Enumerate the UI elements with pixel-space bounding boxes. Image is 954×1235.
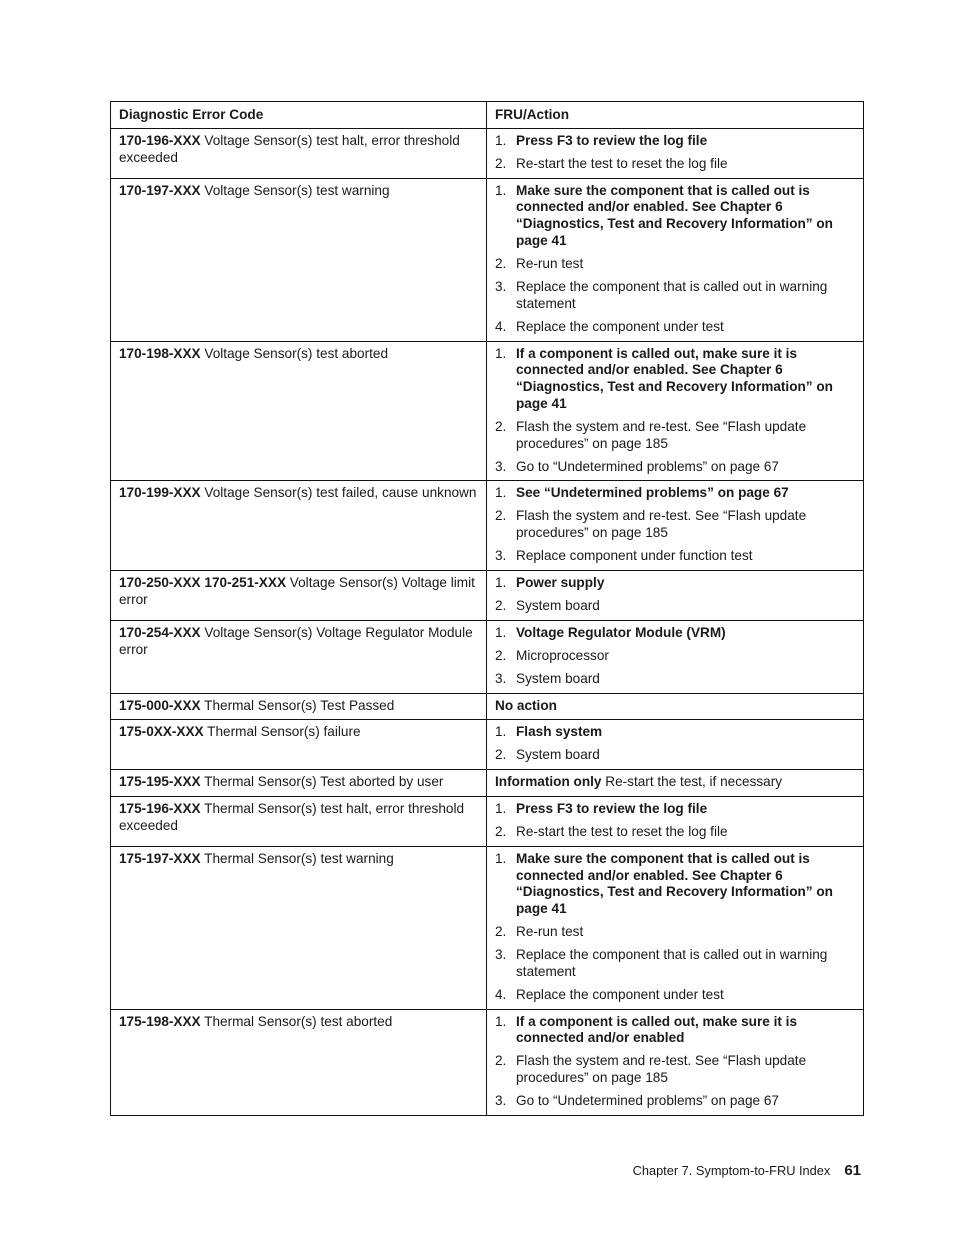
fru-action-cell <box>487 620 864 693</box>
action-number: 4. <box>495 318 507 334</box>
action-number: 3. <box>495 548 507 564</box>
error-description: Voltage Sensor(s) test halt, error threshold exceeded <box>119 132 464 165</box>
error-description: Thermal Sensor(s) test aborted <box>200 1013 393 1029</box>
error-code-cell <box>111 620 487 693</box>
action-text: Press F3 to review the log file <box>516 132 708 148</box>
action-text: Re-start the test, if necessary <box>601 774 783 790</box>
action-text: Flash the system and re-test. See “Flash update procedures” on page 185 <box>516 1053 807 1086</box>
action-number: 3. <box>495 947 507 963</box>
action-list <box>495 1014 855 1110</box>
error-code: 175-0XX-XXX <box>119 724 204 740</box>
action-number: 1. <box>495 800 507 816</box>
action-item <box>495 987 855 1004</box>
column-header-action: FRU/Action <box>487 102 864 129</box>
action-item <box>495 319 855 336</box>
action-number: 2. <box>495 598 507 614</box>
action-item <box>495 1093 855 1110</box>
fru-action-cell <box>487 1009 864 1115</box>
error-code: 170-250-XXX 170-251-XXX <box>119 575 287 591</box>
action-list <box>495 133 855 173</box>
error-code-cell <box>111 1009 487 1115</box>
action-text: Re-start the test to reset the log file <box>516 823 728 839</box>
error-code: 175-198-XXX <box>119 1013 201 1029</box>
action-number: 1. <box>495 345 507 361</box>
table-row <box>111 128 864 178</box>
error-code-cell <box>111 846 487 1009</box>
action-text: Press F3 to review the log file <box>516 800 708 816</box>
table-row <box>111 341 864 481</box>
action-text: If a component is called out, make sure it is connected and/or enabled <box>516 1013 798 1046</box>
table-row <box>111 770 864 797</box>
error-code: 175-000-XXX <box>119 697 201 713</box>
action-text: System board <box>516 670 600 686</box>
action-number: 1. <box>495 724 507 740</box>
action-item <box>495 824 855 841</box>
diagnostic-error-table <box>110 101 864 1116</box>
action-item <box>495 419 855 453</box>
table-row <box>111 720 864 770</box>
action-text: Replace the component that is called out in warning statement <box>516 947 828 979</box>
error-code-cell <box>111 128 487 178</box>
error-code-cell <box>111 693 487 720</box>
action-list <box>495 801 855 841</box>
action-number: 2. <box>495 924 507 940</box>
action-number: 2. <box>495 647 507 663</box>
action-item <box>495 156 855 173</box>
action-item <box>495 598 855 615</box>
error-description: Thermal Sensor(s) failure <box>203 724 361 740</box>
action-number: 2. <box>495 418 507 434</box>
action-item <box>495 485 855 502</box>
action-item <box>495 648 855 665</box>
action-number: 1. <box>495 575 507 591</box>
error-code-cell <box>111 796 487 846</box>
action-item <box>495 851 855 918</box>
error-description: Thermal Sensor(s) Test Passed <box>200 697 395 713</box>
action-item <box>495 801 855 818</box>
table-row <box>111 693 864 720</box>
action-text: If a component is called out, make sure it is connected and/or enabled. See Chapter 6 “Diagnostics, Test and Recovery Information” on page 41 <box>516 345 833 411</box>
error-code-cell <box>111 481 487 571</box>
error-code: 170-198-XXX <box>119 345 201 361</box>
action-text: Re-start the test to reset the log file <box>516 155 728 171</box>
action-text: Re-run test <box>516 924 584 940</box>
fru-action-cell <box>487 693 864 720</box>
error-description: Thermal Sensor(s) Test aborted by user <box>200 774 444 790</box>
error-code-cell <box>111 720 487 770</box>
error-description: Voltage Sensor(s) test warning <box>200 182 390 198</box>
error-code-cell <box>111 341 487 481</box>
action-item <box>495 1053 855 1087</box>
action-text: System board <box>516 747 600 763</box>
action-text: Power supply <box>516 575 605 591</box>
action-list <box>495 724 855 764</box>
error-code: 175-196-XXX <box>119 800 201 816</box>
fru-action-cell <box>487 846 864 1009</box>
fru-action-cell <box>487 796 864 846</box>
action-number: 1. <box>495 132 507 148</box>
error-description: Voltage Sensor(s) Voltage Regulator Module error <box>119 624 477 657</box>
action-text: Make sure the component that is called out is connected and/or enabled. See Chapter 6 “Diagnostics, Test and Recovery Information” on page 41 <box>516 850 833 917</box>
action-item <box>495 625 855 642</box>
error-description: Voltage Sensor(s) Voltage limit error <box>119 575 479 607</box>
column-header-code: Diagnostic Error Code <box>111 102 487 129</box>
fru-action-cell <box>487 128 864 178</box>
action-item <box>495 575 855 592</box>
action-label: No action <box>495 697 557 713</box>
action-text: Flash the system and re-test. See “Flash update procedures” on page 185 <box>516 508 807 541</box>
table-row <box>111 481 864 571</box>
action-text: Voltage Regulator Module (VRM) <box>516 624 726 640</box>
action-item <box>495 724 855 741</box>
action-text: System board <box>516 598 600 614</box>
table-row <box>111 846 864 1009</box>
action-text: Replace the component under test <box>516 318 724 334</box>
action-number: 2. <box>495 255 507 271</box>
action-item <box>495 346 855 413</box>
error-code: 170-199-XXX <box>119 485 201 501</box>
action-text: Replace the component under test <box>516 986 724 1002</box>
action-list <box>495 575 855 615</box>
table-row <box>111 796 864 846</box>
fru-action-cell <box>487 720 864 770</box>
fru-action-cell <box>487 178 864 341</box>
error-description: Thermal Sensor(s) test warning <box>200 850 394 866</box>
action-list <box>495 485 855 565</box>
error-code: 175-195-XXX <box>119 774 201 790</box>
action-item <box>495 947 855 981</box>
table-body <box>111 128 864 1115</box>
action-item <box>495 183 855 250</box>
fru-action-cell <box>487 770 864 797</box>
action-text: Flash the system and re-test. See “Flash update procedures” on page 185 <box>516 418 807 451</box>
action-item <box>495 1014 855 1048</box>
action-list <box>495 851 855 1004</box>
error-description: Voltage Sensor(s) test failed, cause unknown <box>200 485 477 501</box>
fru-action-cell <box>487 571 864 621</box>
fru-action-cell <box>487 341 864 481</box>
action-item <box>495 508 855 542</box>
action-number: 1. <box>495 850 507 866</box>
error-code-cell <box>111 571 487 621</box>
action-number: 3. <box>495 458 507 474</box>
action-list <box>495 625 855 688</box>
action-number: 3. <box>495 278 507 294</box>
page-number: 61 <box>844 1162 861 1179</box>
action-number: 2. <box>495 508 507 524</box>
error-code-cell <box>111 770 487 797</box>
action-text: Go to “Undetermined problems” on page 67 <box>516 458 779 474</box>
error-code: 175-197-XXX <box>119 850 201 866</box>
table-row <box>111 178 864 341</box>
page-footer <box>633 1163 861 1180</box>
table-row <box>111 620 864 693</box>
action-list <box>495 346 855 476</box>
action-number: 1. <box>495 1013 507 1029</box>
action-text: Replace the component that is called out in warning statement <box>516 278 828 311</box>
error-code: 170-196-XXX <box>119 132 201 148</box>
action-number: 1. <box>495 485 507 501</box>
action-number: 3. <box>495 1093 507 1109</box>
error-code: 170-197-XXX <box>119 182 201 198</box>
action-item <box>495 133 855 150</box>
action-text: Make sure the component that is called out is connected and/or enabled. See Chapter 6 “Diagnostics, Test and Recovery Information” on page 41 <box>516 182 833 248</box>
action-item <box>495 924 855 941</box>
action-number: 2. <box>495 155 507 171</box>
error-code: 170-254-XXX <box>119 624 201 640</box>
action-number: 2. <box>495 747 507 763</box>
action-text: Flash system <box>516 724 603 740</box>
table-row <box>111 571 864 621</box>
error-code-cell <box>111 178 487 341</box>
action-number: 2. <box>495 823 507 839</box>
action-number: 1. <box>495 182 507 198</box>
action-text: Microprocessor <box>516 647 609 663</box>
action-text: Re-run test <box>516 255 584 271</box>
table-header-row <box>111 102 864 129</box>
action-number: 1. <box>495 624 507 640</box>
action-number: 4. <box>495 986 507 1002</box>
action-text: Go to “Undetermined problems” on page 67 <box>516 1093 779 1109</box>
action-item <box>495 279 855 313</box>
action-label: Information only <box>495 774 602 790</box>
action-text: Replace component under function test <box>516 548 753 564</box>
action-item <box>495 256 855 273</box>
error-description: Voltage Sensor(s) test aborted <box>200 345 389 361</box>
action-item <box>495 747 855 764</box>
action-number: 3. <box>495 670 507 686</box>
action-list <box>495 183 855 336</box>
table-row <box>111 1009 864 1115</box>
chapter-title: Chapter 7. Symptom-to-FRU Index <box>632 1163 831 1178</box>
action-text: See “Undetermined problems” on page 67 <box>516 485 789 501</box>
action-item <box>495 548 855 565</box>
action-item <box>495 671 855 688</box>
action-number: 2. <box>495 1053 507 1069</box>
fru-action-cell <box>487 481 864 571</box>
action-item <box>495 459 855 476</box>
error-description: Thermal Sensor(s) test halt, error threshold exceeded <box>119 800 468 833</box>
